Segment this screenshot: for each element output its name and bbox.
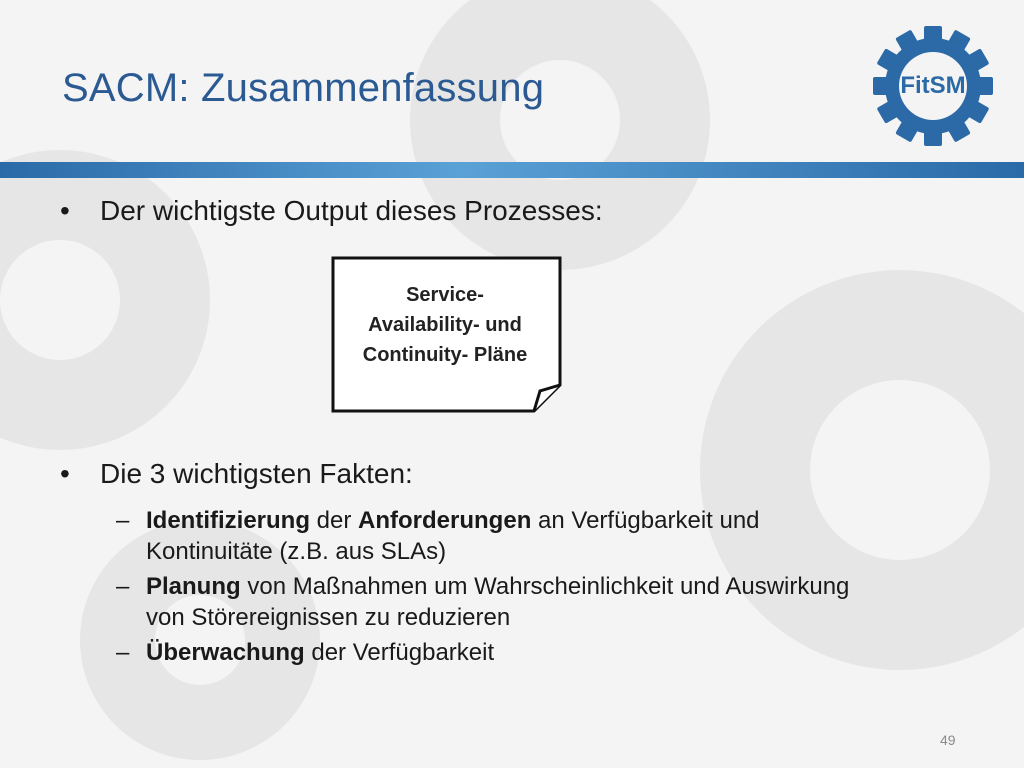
header-band — [0, 162, 1024, 178]
fact-text-part: von Maßnahmen um Wahrscheinlichkeit und Auswirkung von Störereignissen zu reduzieren — [146, 573, 850, 631]
page-number: 49 — [940, 732, 956, 748]
bullet-output — [60, 195, 603, 227]
bullet-text: Der wichtigste Output dieses Prozesses: — [100, 195, 603, 226]
fact-text — [146, 571, 876, 633]
slide-title: SACM: Zusammenfassung — [62, 66, 545, 110]
logo-text: FitSM — [900, 72, 966, 99]
note-line: Continuity- Pläne — [362, 344, 528, 366]
bullet-facts — [60, 458, 413, 490]
dash-marker: – — [116, 573, 130, 600]
fact-keyword: Anforderungen — [358, 507, 532, 534]
fact-item-planning — [116, 571, 876, 633]
fact-keyword: Planung — [146, 573, 241, 600]
bullet-marker: • — [60, 195, 70, 226]
dash-marker: – — [116, 507, 130, 534]
fact-item-identification — [116, 505, 876, 567]
fact-keyword: Überwachung — [146, 639, 305, 666]
document-note-text — [335, 280, 555, 370]
fitsm-logo — [870, 26, 996, 146]
bullet-text: Die 3 wichtigsten Fakten: — [100, 458, 413, 489]
note-line: Availability- und — [368, 314, 522, 336]
fact-text-part: an Verfügbarkeit und Kontinuitäte (z.B. aus SLAs) — [146, 507, 760, 565]
fact-text-part: der Verfügbarkeit — [304, 639, 495, 666]
fact-text — [146, 505, 876, 567]
fact-keyword: Identifizierung — [146, 507, 310, 534]
fact-text-part: der — [310, 507, 359, 534]
fact-item-monitoring — [116, 637, 876, 668]
fact-text — [146, 637, 876, 668]
note-line: Service- — [406, 284, 484, 306]
dash-marker: – — [116, 639, 130, 666]
bullet-marker: • — [60, 458, 70, 489]
